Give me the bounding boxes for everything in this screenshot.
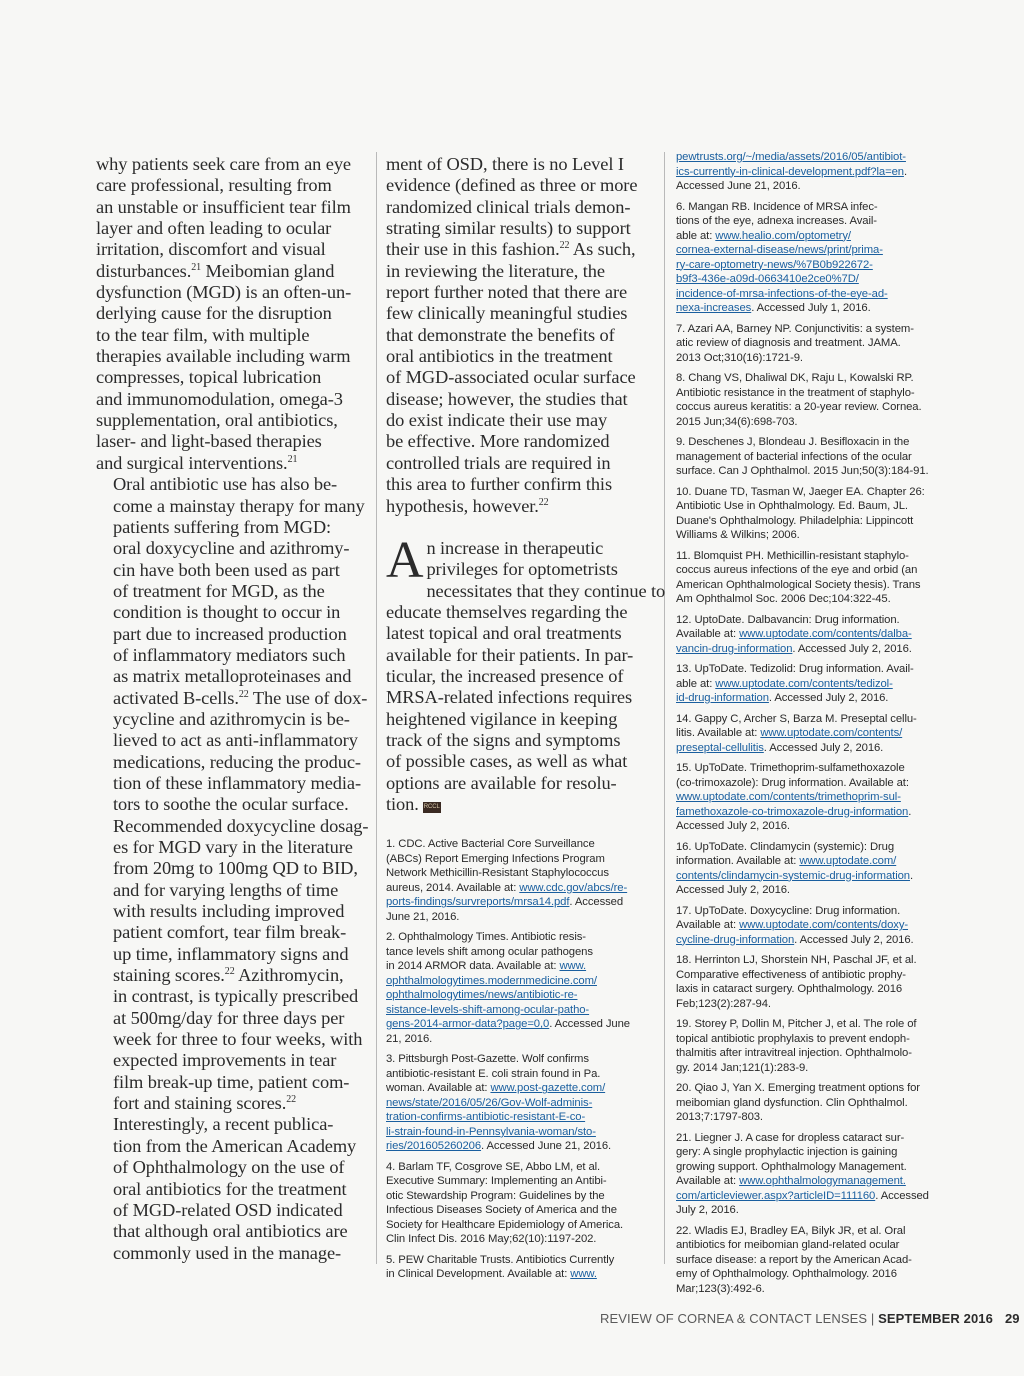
reference-line: 2. Ophthalmology Times. Antibiotic resis- [386,931,586,944]
text-line: ticular, the increased presence of [386,665,624,686]
reference-link[interactable]: gens-2014-armor-data?page=0,0 [386,1018,550,1031]
reference-line: surface. Can J Ophthalmol. 2015 Jun;50(3):184-91. [676,465,929,477]
reference-line: antibiotics for meibomian gland-related ocular [676,1239,900,1251]
text-line: that although oral antibiotics are [113,1221,348,1242]
reference-line: coccus aureus infections of the eye and orbid (an [676,564,918,576]
paragraph [96,474,368,1114]
publication-name: REVIEW OF CORNEA & CONTACT LENSES | [600,1311,879,1326]
reference-line: 2013 Oct;310(16):1721-9. [676,351,803,364]
reference-line: Duane's Ophthalmology. Philadelphia: Lippincott [676,514,914,527]
text-line: as matrix metalloproteinases and [113,666,352,687]
reference-line: growing support. Ophthalmology Management. [676,1160,907,1173]
reference-link[interactable]: news/state/2016/05/26/Gov-Wolf-adminis- [386,1096,593,1109]
text-line: compresses, topical lubrication [96,367,322,388]
reference-line: 8. Chang VS, Dhaliwal DK, Raju L, Kowalski RP. [676,372,914,384]
reference-line: cycline-drug-information. Accessed July 2, 2016. [676,933,914,946]
text-line: come a mainstay therapy for many [113,495,365,516]
text-line: week for three to four weeks, with [113,1029,363,1050]
text-line: Recommended doxycycline dosag- [113,815,369,836]
text-line: available for their patients. In par- [386,644,634,665]
reference-line: antibiotic-resistant E. coli strain found in Pa. [386,1067,601,1080]
reference-line: American Ophthalmological Society thesis). Trans [676,578,921,591]
reference-line: atic review of diagnosis and treatment. JAMA. [676,337,901,349]
text-line: staining scores.$^{22}$ Azithromycin, [113,965,344,986]
reference-item [676,322,948,366]
reference-line: Antibiotic Use in Ophthalmology. Ed. Baum, JL. [676,500,908,512]
reference-line: ics-currently-in-clinical-development.pdf?la=en. [676,165,907,178]
reference-line: gy. 2014 Jan;121(1):283-9. [676,1061,809,1074]
reference-item [676,549,948,607]
reference-line [676,150,948,165]
reference-link[interactable]: www. [570,1268,597,1281]
text-line: an unstable or insufficient tear film [96,196,351,217]
page-number: 29 [1004,1311,1020,1326]
reference-link[interactable]: www.uptodate.com/contents/dalba- [739,628,912,640]
reference-line: Available at: www.ophthalmologymanagement. [676,1175,906,1187]
reference-line: 19. Storey P, Dollin M, Pitcher J, et al. The role of [676,1018,917,1030]
reference-line [676,287,948,302]
reference-line: tance levels shift among ocular pathogens [386,945,593,958]
reference-line: 16. UpToDate. Clindamycin (systemic): Drug [676,840,895,853]
citation-superscript: 22 [238,688,249,700]
reference-line: 9. Deschenes J, Blondeau J. Besifloxacin in the [676,436,910,448]
reference-link[interactable]: li-strain-found-in-Pennsylvania-woman/sto- [386,1125,596,1138]
text-line: therapies available including warm [96,346,351,367]
reference-line: 6. Mangan RB. Incidence of MRSA infec- [676,200,878,213]
reference-item [676,200,948,316]
reference-item [386,930,652,1046]
reference-line: nexa-increases. Accessed July 1, 2016. [676,302,871,314]
text-line: randomized clinical trials demon- [386,196,631,217]
reference-link[interactable]: www. [559,960,587,973]
text-line: of possible cases, as well as what [386,751,628,772]
reference-line: able at: www.healio.com/optometry/ [676,229,851,242]
reference-line: Am Ophthalmol Soc. 2006 Dec;104:322-45. [676,593,891,605]
reference-link[interactable]: www.uptodate.com/contents/trimethoprim-sul- [676,791,901,803]
references-list [386,837,652,1282]
reference-link[interactable]: sistance-levels-shift-among-ocular-patho- [386,1003,590,1016]
reference-line: tions of the eye, adnexa increases. Avail- [676,215,877,227]
references-list-continued [676,150,948,1302]
reference-line: 15. UpToDate. Trimethoprim-sulfamethoxazole [676,762,905,774]
reference-item [676,953,948,1011]
text-line: supplementation, oral antibiotics, [96,410,338,431]
text-line: es for MGD vary in the literature [113,837,353,857]
reference-link[interactable]: nexa-increases [676,302,752,314]
text-line: report further noted that there are [386,282,628,303]
reference-item [386,837,652,924]
page-footer [600,1311,1020,1326]
reference-item [676,1017,948,1075]
reference-link[interactable]: cornea-external-disease/news/print/prima- [676,244,883,256]
reference-line: Antibiotic resistance in the treatment of staphylo- [676,386,915,399]
text-line: disturbances.$^{21}$ Meibomian gland [96,260,335,281]
reference-line: Feb;123(2):287-94. [676,997,771,1010]
reference-line [676,272,948,287]
text-line: tion from the American Academy [113,1135,357,1156]
text-line: their use in this fashion.$^{22}$ As such, [386,239,636,260]
text-line: evidence (defined as three or more [386,175,638,196]
reference-link[interactable]: www.healio.com/optometry/ [715,229,851,242]
text-line: of MGD-associated ocular surface [386,367,636,388]
text-line: film break-up time, patient com- [113,1071,350,1092]
citation-superscript: 21 [287,453,298,465]
text-line: oral antibiotics in the treatment [386,346,613,367]
text-line: commonly used in the manage- [113,1242,342,1263]
reference-line: surface disease: a report by the American Acad- [676,1253,912,1266]
reference-line [676,243,948,258]
reference-line: gens-2014-armor-data?page=0,0. Accessed June [386,1018,630,1031]
paragraph [386,154,652,517]
text-line: activated B-cells.$^{22}$ The use of dox- [113,687,368,708]
reference-link[interactable]: ry-care-optometry-news/%7B0b922672- [676,258,873,271]
reference-line: Infectious Diseases Society of America and the [386,1204,617,1217]
reference-item [676,485,948,543]
reference-line: July 2, 2016. [676,1204,739,1216]
text-line: n increase in therapeutic [426,537,604,558]
text-line: fort and staining scores.$^{22}$ [113,1093,297,1114]
reference-line: Accessed July 2, 2016. [676,884,790,896]
reference-link[interactable]: ports-findings/survreports/mrsa14.pdf [386,896,570,909]
reference-line [386,1096,652,1111]
paragraph [96,1114,368,1263]
reference-line: Available at: www.uptodate.com/contents/doxy- [676,919,909,931]
reference-line: litis. Available at: www.uptodate.com/contents/ [676,727,903,739]
text-line: up time, inflammatory signs and [113,943,349,964]
text-line: disease; however, the studies that [386,388,628,409]
reference-line: 12. UptoDate. Dalbavancin: Drug information. [676,613,900,626]
text-line: few clinically meaningful studies [386,303,628,324]
text-line: and immunomodulation, omega-3 [96,388,343,409]
text-line: and surgical interventions.$^{21}$ [96,452,298,473]
reference-line: ries/201605260206. Accessed June 21, 2016. [386,1140,612,1153]
text-line: care professional, resulting from [96,175,332,196]
reference-line: Comparative effectiveness of antibiotic prophy- [676,968,906,981]
reference-line: 5. PEW Charitable Trusts. Antibiotics Currently [386,1253,615,1266]
text-line: patient comfort, tear film break- [113,922,347,943]
reference-line: coccus aureus keratitis: a 20-year review. Cornea. [676,401,922,413]
text-line: of Ophthalmology on the use of [113,1157,345,1178]
text-line: at 500mg/day for three days per [113,1007,345,1028]
text-line: controlled trials are required in [386,452,611,473]
reference-line: contents/clindamycin-systemic-drug-information. [676,869,914,882]
reference-line [386,1125,652,1140]
reference-line: Society for Healthcare Epidemiology of America. [386,1218,624,1231]
text-line: from 20mg to 100mg QD to BID, [113,858,358,879]
conclusion-lines [386,531,666,815]
reference-line [386,988,652,1003]
drop-cap: A [386,531,424,589]
text-line: and for varying lengths of time [113,879,339,900]
reference-item [676,1081,948,1125]
citation-superscript: 22 [559,240,570,252]
text-line: Oral antibiotic use has also be- [113,474,338,495]
reference-link[interactable]: famethoxazole-co-trimoxazole-drug-information [676,805,909,818]
text-line: do exist indicate their use may [386,410,608,431]
citation-superscript: 22 [286,1094,297,1106]
text-line: medications, reducing the produc- [113,751,361,772]
reference-line: gery: A single prophylactic injection is gaining [676,1146,898,1158]
text-line: of MGD-related OSD indicated [113,1199,343,1220]
text-line: part due to increased production [113,623,347,644]
text-line: derlying cause for the disruption [96,303,332,324]
issue-date: SEPTEMBER 2016 [878,1311,993,1326]
reference-line: 2013;7:1797-803. [676,1111,763,1123]
reference-line: 10. Duane TD, Tasman W, Jaeger EA. Chapter 26: [676,485,925,498]
reference-link[interactable]: ries/201605260206 [386,1140,482,1153]
reference-line: management of bacterial infections of the ocular [676,450,912,463]
reference-link[interactable]: tration-confirms-antibiotic-resistant-E-co- [386,1111,586,1124]
reference-item [676,435,948,479]
reference-line: in Clinical Development. Available at: www. [386,1268,597,1281]
reference-link[interactable]: com/articleviewer.aspx?articleID=111160 [676,1189,876,1202]
column-rule-left [376,152,377,1264]
reference-line [676,790,948,805]
text-line: tion of these inflammatory media- [113,772,361,793]
text-line: educate themselves regarding the [386,601,628,622]
reference-line: 13. UpToDate. Tedizolid: Drug information. Avail- [676,663,914,675]
reference-link[interactable]: b9f3-436e-a09d-0663410e2ce0%7D/ [676,273,859,285]
reference-link[interactable]: contents/clindamycin-systemic-drug-information [676,869,910,882]
reference-link[interactable]: www.uptodate.com/ [799,855,897,867]
article-column-1 [96,154,368,1264]
reference-line: laxis in cataract surgery. Ophthalmology. 2016 [676,983,903,995]
text-line: condition is thought to occur in [113,602,341,623]
reference-link[interactable]: www.cdc.gov/abcs/re- [519,881,628,894]
reference-line: topical antibiotic prophylaxis to prevent endoph- [676,1032,910,1045]
text-line: privileges for optometrists [426,559,618,580]
text-line: heightened vigilance in keeping [386,708,618,729]
reference-line: thalmitis after intravitreal injection. Ophthalmolo- [676,1047,912,1059]
reference-line: 17. UpToDate. Doxycycline: Drug information. [676,904,901,917]
reference-link[interactable]: incidence-of-mrsa-infections-of-the-eye-ad- [676,287,888,300]
reference-line: in 2014 ARMOR data. Available at: www. [386,960,587,973]
text-line: that demonstrate the benefits of [386,324,615,345]
reference-line: emy of Ophthalmology. Ophthalmology. 2016 [676,1268,897,1280]
reference-line [676,258,948,273]
text-line: with results including improved [113,901,345,922]
reference-line [386,974,652,989]
reference-item [676,150,948,194]
reference-item [676,712,948,756]
reference-item [676,904,948,948]
reference-line: 11. Blomquist PH. Methicillin-resistant staphylo- [676,549,909,562]
reference-line: famethoxazole-co-trimoxazole-drug-information. [676,805,912,818]
reference-link[interactable]: ophthalmologytimes.modernmedicine.com/ [386,974,597,987]
reference-line: June 21, 2016. [386,910,460,923]
reference-line: Williams & Wilkins; 2006. [676,529,800,541]
text-line: in contrast, is typically prescribed [113,986,359,1007]
reference-link[interactable]: cycline-drug-information [676,933,795,946]
reference-line: com/articleviewer.aspx?articleID=111160. Accessed [676,1189,929,1202]
text-line: oral antibiotics for the treatment [113,1178,347,1199]
citation-superscript: 22 [224,966,235,978]
citation-superscript: 21 [191,261,202,273]
text-line: track of the signs and symptoms [386,729,621,750]
text-line: lieved to act as anti-inflammatory [113,730,358,751]
reference-item [676,371,948,429]
text-line: latest topical and oral treatments [386,623,622,644]
text-line: this area to further confirm this [386,474,612,495]
reference-link[interactable]: www.uptodate.com/contents/doxy- [739,919,909,931]
reference-line: 7. Azari AA, Barney NP. Conjunctivitis: a system- [676,322,914,335]
reference-line: Network Methicillin-Resistant Staphylococcus [386,867,609,880]
text-line: dysfunction (MGD) is an often-un- [96,282,352,303]
reference-link[interactable]: id-drug-information [676,692,769,704]
text-line: hypothesis, however.$^{22}$ [386,495,549,516]
text-line: irritation, discomfort and visual [96,239,326,260]
reference-line: 1. CDC. Active Bacterial Core Surveillance [386,838,595,851]
reference-line: id-drug-information. Accessed July 2, 2016. [676,692,889,704]
reference-link[interactable]: pewtrusts.org/~/media/assets/2016/05/antibiot- [676,151,906,163]
reference-item [386,1253,652,1282]
reference-line: otic Stewardship Program: Guidelines by the [386,1189,605,1202]
text-line: ycycline and azithromycin is be- [113,708,350,729]
reference-line: preseptal-cellulitis. Accessed July 2, 2016. [676,741,884,754]
reference-item [676,761,948,834]
reference-line: 20. Qiao J, Yan X. Emerging treatment options for [676,1082,920,1094]
text-line: why patients seek care from an eye [96,154,351,174]
reference-link[interactable]: www.ophthalmologymanagement. [739,1175,906,1187]
reference-line: woman. Available at: www.post-gazette.com/ [386,1082,606,1095]
text-line: of treatment for MGD, as the [113,580,325,601]
text-line: oral doxycycline and azithromy- [113,538,350,559]
reference-item [386,1052,652,1154]
reference-line: vancin-drug-information. Accessed July 2, 2016. [676,642,912,655]
reference-item [386,1160,652,1247]
citation-superscript: 22 [538,496,549,508]
end-mark-icon: RCCL [423,802,441,813]
reference-line: Accessed June 21, 2016. [676,180,801,192]
reference-link[interactable]: ophthalmologytimes/news/antibiotic-re- [386,989,578,1002]
text-line: ment of OSD, there is no Level I [386,154,624,174]
text-line: of inflammatory mediators such [113,644,346,665]
text-line: strating similar results) to support [386,218,631,239]
reference-item [676,613,948,657]
text-line: tors to soothe the ocular surface. [113,794,349,815]
reference-item [676,662,948,706]
reference-line: 4. Barlam TF, Cosgrove SE, Abbo LM, et al. [386,1160,601,1173]
reference-line: 2015 Jun;34(6):698-703. [676,415,798,428]
text-line: to the tear film, with multiple [96,324,310,345]
article-column-2 [386,154,666,1288]
text-line: options are available for resolu- [386,772,617,793]
column-rule-right [664,152,665,1264]
reference-line: 3. Pittsburgh Post-Gazette. Wolf confirms [386,1053,589,1066]
paragraph [96,154,368,474]
reference-line: Available at: www.uptodate.com/contents/dalba- [676,628,912,640]
reference-line [386,1003,652,1018]
reference-link[interactable]: ics-currently-in-clinical-development.pdf?la=en [676,165,904,178]
reference-line: (co-trimoxazole): Drug information. Available at: [676,776,909,789]
text-line: necessitates that they continue to [426,580,666,601]
text-line: expected improvements in tear [113,1050,337,1071]
reference-line: meibomian gland dysfunction. Clin Ophthalmol. [676,1096,908,1109]
reference-link[interactable]: vancin-drug-information [676,642,793,655]
reference-line: Executive Summary: Implementing an Antibi- [386,1175,607,1188]
reference-item [676,840,948,898]
reference-line: 21, 2016. [386,1032,433,1045]
text-line: layer and often leading to ocular [96,218,332,239]
reference-link[interactable]: www.post-gazette.com/ [490,1082,606,1095]
conclusion-paragraph [386,531,666,815]
reference-line: ports-findings/survreports/mrsa14.pdf. Accessed [386,896,624,909]
text-line: laser- and light-based therapies [96,431,322,452]
text-line: be effective. More randomized [386,431,610,452]
reference-line: (ABCs) Report Emerging Infections Program [386,852,605,865]
text-line: in reviewing the literature, the [386,260,605,281]
reference-line [386,1110,652,1125]
reference-line: 21. Liegner J. A case for dropless cataract sur- [676,1131,905,1144]
reference-item [676,1131,948,1218]
reference-line: able at: www.uptodate.com/contents/tedizol- [676,677,893,690]
reference-line: Clin Infect Dis. 2016 May;62(10):1197-202. [386,1233,597,1246]
reference-line: 22. Wladis EJ, Bradley EA, Bilyk JR, et al. Oral [676,1224,906,1237]
reference-line: Accessed July 2, 2016. [676,820,790,832]
text-line: Interestingly, a recent publica- [113,1114,334,1135]
reference-link[interactable]: www.uptodate.com/contents/tedizol- [715,677,893,690]
reference-line: 14. Gappy C, Archer S, Barza M. Preseptal cellu- [676,712,917,725]
reference-link[interactable]: www.uptodate.com/contents/ [760,727,903,739]
reference-line: aureus, 2014. Available at: www.cdc.gov/abcs/re- [386,881,628,894]
reference-link[interactable]: preseptal-cellulitis [676,741,764,754]
text-line: tion. RCCL [386,793,440,814]
reference-line: information. Available at: www.uptodate.com/ [676,855,897,867]
reference-line: Mar;123(3):492-6. [676,1282,765,1295]
text-line: MRSA-related infections requires [386,687,633,708]
text-line: cin have both been used as part [113,559,340,580]
text-line: patients suffering from MGD: [113,516,332,537]
reference-item [676,1224,948,1297]
reference-line: 18. Herrinton LJ, Shorstein NH, Paschal JF, et al. [676,954,917,966]
